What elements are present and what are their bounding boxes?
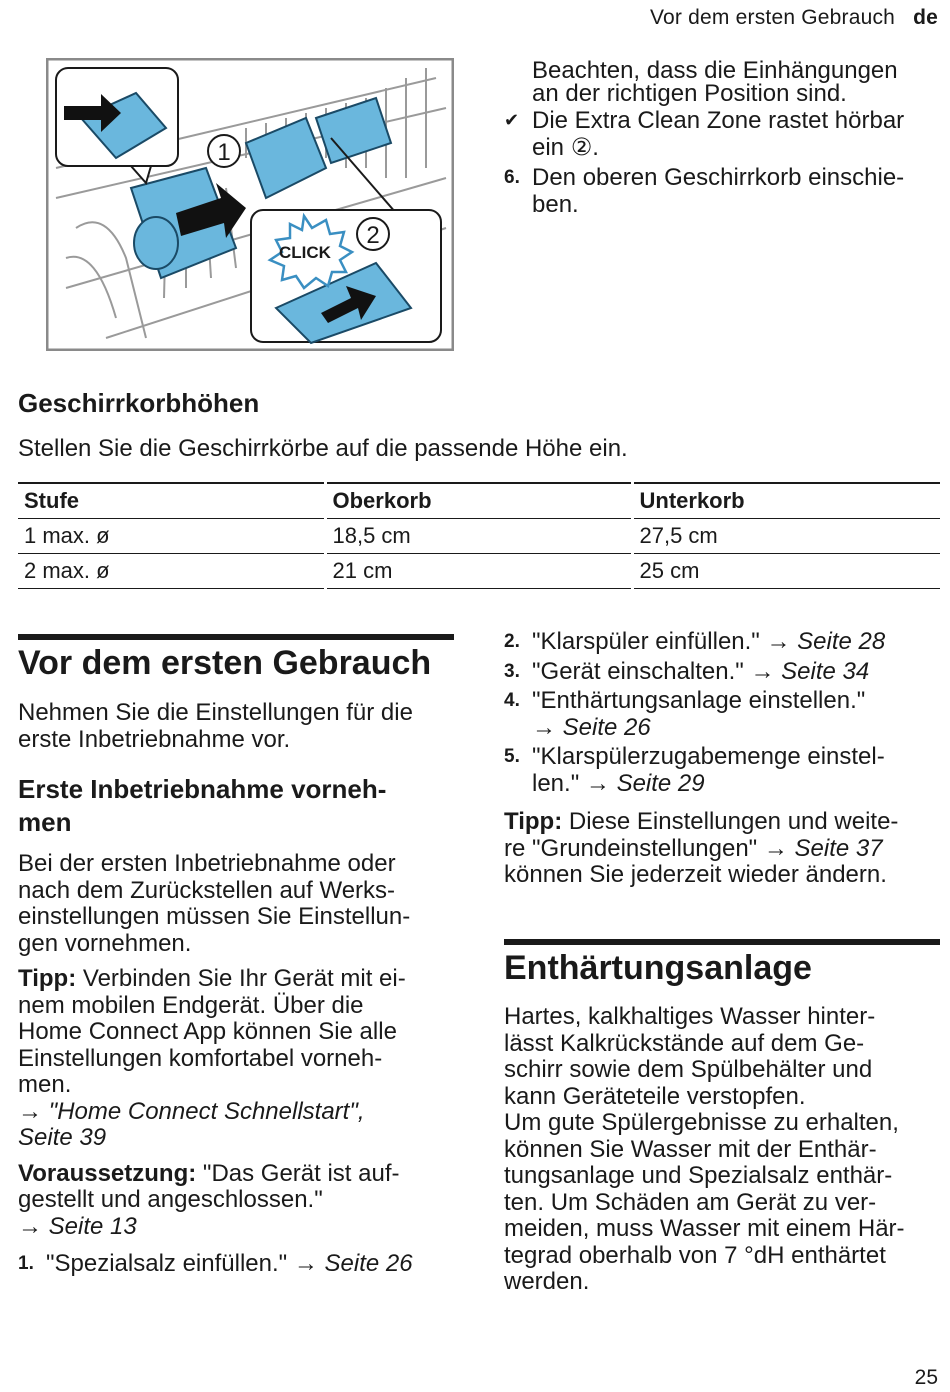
step-2 xyxy=(504,629,944,656)
prerequisite-text: "Das Gerät ist auf- xyxy=(196,1159,400,1187)
step-number: 4. xyxy=(504,690,520,711)
paragraph-line: meiden, muss Wasser mit einem Här- xyxy=(504,1215,905,1242)
paragraph-line: tegrad oberhalb von 7 °dH enthärtet xyxy=(504,1241,886,1269)
continuation-line: Beachten, dass die Einhängungen xyxy=(532,57,898,84)
paragraph-line: kann Geräteteile verstopfen. xyxy=(504,1082,806,1110)
paragraph xyxy=(18,851,454,957)
table-cell: 25 cm xyxy=(632,554,940,589)
column-header: Oberkorb xyxy=(325,483,632,519)
dishwasher-basket-illustration xyxy=(46,58,454,351)
arrow-icon: → xyxy=(763,834,788,862)
tip-text: nem mobilen Endgerät. Über die xyxy=(18,991,364,1019)
arrow-icon: → xyxy=(18,1212,42,1240)
tip-label: Tipp: xyxy=(18,965,77,992)
paragraph-line: schirr sowie dem Spülbehälter und xyxy=(504,1056,873,1083)
step-1 xyxy=(18,1251,454,1278)
tip-text: Einstellungen komfortabel vorneh- xyxy=(18,1044,383,1072)
page-link[interactable]: Seite 28 xyxy=(797,628,886,655)
step-number: 2. xyxy=(504,631,520,652)
section-title: Vor dem ersten Gebrauch xyxy=(18,644,432,682)
intro-text: Nehmen Sie die Einstellungen für die xyxy=(18,699,413,726)
page-link[interactable]: Seite 39 xyxy=(18,1124,107,1151)
paragraph-line: gen vornehmen. xyxy=(18,929,192,957)
section-intro: Stellen Sie die Geschirrkörbe auf die passende Höhe ein. xyxy=(18,435,628,462)
column-header: Stufe xyxy=(18,483,325,519)
paragraph-line: nach dem Zurückstellen auf Werks- xyxy=(18,876,396,904)
table-cell: 1 max. ø xyxy=(18,519,325,554)
step-text: ben. xyxy=(532,190,579,218)
table-cell: 2 max. ø xyxy=(18,554,325,589)
page-number: 25 xyxy=(914,1366,938,1389)
section-rule xyxy=(18,634,454,640)
column-header: Unterkorb xyxy=(632,483,940,519)
step-number: 3. xyxy=(504,660,520,682)
subsection-heading: Erste Inbetriebnahme vorneh- xyxy=(18,774,387,804)
tip-text: Diese Einstellungen und weite- xyxy=(562,808,899,835)
link-text: Seite 13 xyxy=(48,1212,137,1240)
basket-height-table xyxy=(18,482,940,589)
table-cell: 27,5 cm xyxy=(632,519,940,554)
arrow-icon: → xyxy=(585,769,610,797)
table-cell: 18,5 cm xyxy=(325,519,632,554)
right-column xyxy=(504,629,944,889)
left-column xyxy=(18,700,454,1278)
tip-label: Tipp: xyxy=(504,808,563,835)
step-text: "Enthärtungsanlage einstellen." xyxy=(532,687,866,714)
callout-1: 1 xyxy=(217,139,231,166)
step-text: "Klarspülerzugabemenge einstel- xyxy=(532,743,885,770)
paragraph-line: ten. Um Schäden am Gerät zu ver- xyxy=(504,1188,877,1216)
paragraph-line: tungsanlage und Spezialsalz enthär- xyxy=(504,1162,893,1189)
running-header xyxy=(650,6,938,30)
tip-text: re "Grundeinstellungen" xyxy=(504,834,764,862)
link-text: "Home Connect Schnellstart", xyxy=(48,1097,365,1125)
paragraph-line: Um gute Spülergebnisse zu erhalten, xyxy=(504,1109,899,1136)
header-language: de xyxy=(913,6,938,29)
arrow-icon: → xyxy=(766,628,791,655)
result-text: Die Extra Clean Zone rastet hörbar xyxy=(532,107,905,134)
page-link[interactable]: Seite 29 xyxy=(616,769,705,797)
paragraph-line: lässt Kalkrückstände auf dem Ge- xyxy=(504,1029,865,1057)
basket-drawing xyxy=(46,58,454,351)
tip-block xyxy=(18,966,454,1152)
step-5 xyxy=(504,744,944,797)
tip-text: Verbinden Sie Ihr Gerät mit ei- xyxy=(76,965,406,992)
step-text: Den oberen Geschirrkorb einschie- xyxy=(532,164,905,191)
callout-2: 2 xyxy=(366,222,380,249)
section-title: Enthärtungsanlage xyxy=(504,949,812,987)
paragraph-line: werden. xyxy=(504,1268,590,1295)
intro-text: erste Inbetriebnahme vor. xyxy=(18,725,291,753)
step-text: "Gerät einschalten." xyxy=(532,657,751,685)
paragraph-line: Hartes, kalkhaltiges Wasser hinter- xyxy=(504,1003,876,1030)
step-text: len." xyxy=(532,769,586,797)
arrow-icon: → xyxy=(293,1250,318,1277)
page-link[interactable]: Seite 37 xyxy=(794,834,883,862)
header-section: Vor dem ersten Gebrauch xyxy=(650,6,896,29)
step-number: 5. xyxy=(504,746,520,767)
check-icon: ✔ xyxy=(504,110,520,130)
page-link[interactable] xyxy=(18,1214,454,1241)
step-3 xyxy=(504,659,944,686)
tip-block xyxy=(504,809,944,889)
arrow-icon: → xyxy=(532,713,556,741)
click-label: CLICK xyxy=(279,243,331,262)
prerequisite-label: Voraussetzung: xyxy=(18,1159,197,1187)
step-text: "Klarspüler einfüllen." xyxy=(532,628,767,655)
paragraph-line: Bei der ersten Inbetriebnahme oder xyxy=(18,850,396,877)
step-number: 1. xyxy=(18,1253,34,1274)
page-link[interactable]: Seite 34 xyxy=(781,657,870,685)
tip-text: Home Connect App können Sie alle xyxy=(18,1018,397,1045)
arrow-icon: → xyxy=(750,657,775,685)
tip-text: men. xyxy=(18,1071,72,1098)
continuation-line: an der richtigen Position sind. xyxy=(532,79,847,107)
page-link[interactable]: Seite 26 xyxy=(562,713,651,741)
softener-paragraph xyxy=(504,1004,944,1296)
tip-text: können Sie jederzeit wieder ändern. xyxy=(504,861,887,888)
subsection-heading: men xyxy=(18,807,72,837)
prerequisite-text: gestellt und angeschlossen." xyxy=(18,1186,323,1213)
page-link[interactable]: Seite 26 xyxy=(324,1250,413,1277)
step-text: "Spezialsalz einfüllen." xyxy=(46,1250,294,1277)
paragraph-line: können Sie Wasser mit der Enthär- xyxy=(504,1135,877,1163)
step-6 xyxy=(504,165,944,218)
page-link[interactable] xyxy=(18,1099,454,1126)
paragraph-line: einstellungen müssen Sie Einstellun- xyxy=(18,903,411,930)
table-header-row xyxy=(18,483,940,519)
section-rule xyxy=(504,939,940,945)
step-4 xyxy=(504,688,944,741)
result-item xyxy=(504,108,944,161)
step-number: 6. xyxy=(504,167,520,188)
table-row xyxy=(18,519,940,554)
prerequisite-block xyxy=(18,1161,454,1241)
section-heading: Geschirrkorbhöhen xyxy=(18,388,260,418)
top-right-text xyxy=(532,58,942,107)
table-row xyxy=(18,554,940,589)
table-cell: 21 cm xyxy=(325,554,632,589)
result-text: ein ②. xyxy=(532,133,599,161)
arrow-icon: → xyxy=(18,1097,42,1125)
